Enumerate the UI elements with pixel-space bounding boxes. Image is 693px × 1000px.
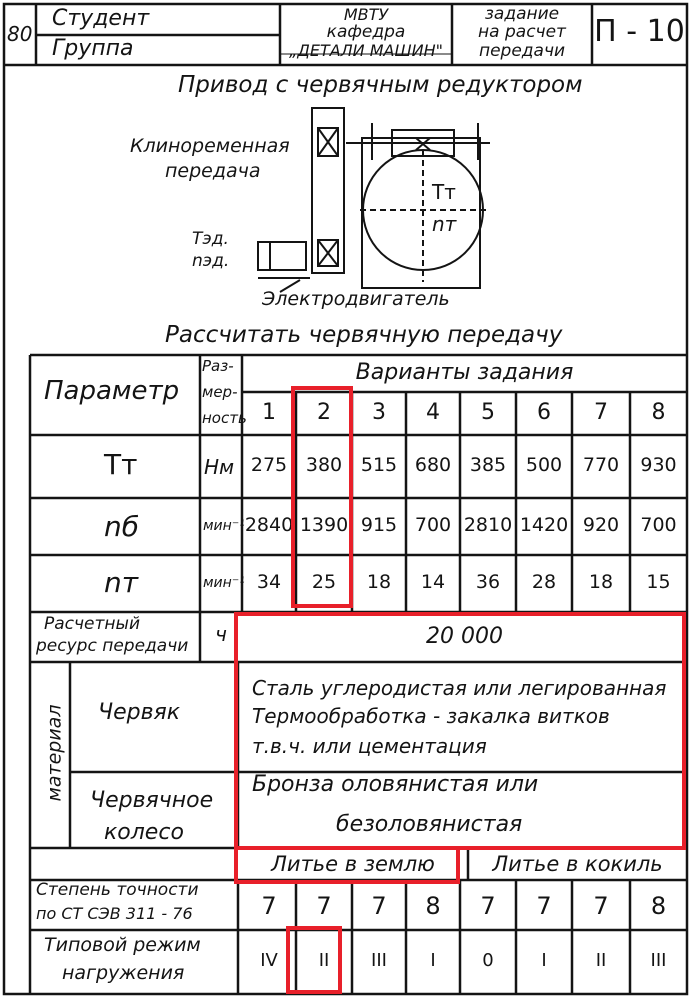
sheet-number: 80 — [7, 22, 33, 46]
dim-header-2: мер- — [202, 383, 238, 401]
row-input-speed-unit: мин⁻¹ — [203, 518, 245, 534]
accuracy-value: 8 — [650, 892, 667, 920]
worm-text-2: Термообработка - закалка витков — [252, 704, 610, 728]
table-cell: 770 — [582, 454, 620, 476]
table-cell: 915 — [360, 514, 398, 536]
param-header: Параметр — [44, 376, 180, 406]
load-mode-value: III — [371, 950, 387, 971]
variant-number: 5 — [481, 400, 495, 425]
row-output-speed-param: nт — [104, 566, 139, 599]
belt-label-1: Клиноременная — [130, 135, 290, 157]
institution-line-3: „ДЕТАЛИ МАШИН" — [289, 41, 443, 60]
resource-label-2: ресурс передачи — [36, 636, 189, 656]
institution-line-2: кафедра — [326, 22, 406, 42]
table-cell: 1420 — [519, 514, 569, 536]
load-label-2: нагружения — [62, 962, 185, 984]
table-cell: 14 — [420, 571, 446, 593]
assignment-line-2: на расчет — [478, 22, 566, 42]
load-mode-value: IV — [260, 950, 278, 971]
dim-header-1: Раз- — [202, 357, 234, 375]
load-mode-value: III — [650, 950, 667, 971]
motor-label: Электродвигатель — [262, 288, 450, 310]
dim-header-3: ность — [202, 409, 247, 427]
table-cell: 920 — [582, 514, 620, 536]
resource-unit: ч — [215, 622, 227, 646]
output-speed-label: nт — [432, 212, 457, 236]
sheet-code: П - 10 — [594, 14, 685, 49]
assignment-line-3: передачи — [478, 41, 566, 61]
table-cell: 28 — [531, 571, 557, 593]
resource-value: 20 000 — [426, 624, 503, 649]
motor-speed-label: nэд. — [192, 251, 230, 271]
accuracy-label-1: Степень точности — [36, 880, 199, 900]
wheel-label-1: Червячное — [90, 788, 214, 813]
resource-label-1: Расчетный — [44, 614, 141, 634]
table-cell: 1390 — [299, 514, 349, 536]
casting-chill: Литье в кокиль — [492, 852, 663, 876]
load-mode-value: 0 — [482, 950, 494, 971]
load-mode-value: II — [595, 950, 607, 971]
accuracy-value: 7 — [536, 892, 552, 920]
institution-line-1: МВТУ — [343, 5, 389, 24]
variant-number: 7 — [594, 400, 608, 425]
table-cell: 18 — [588, 571, 614, 593]
table-cell: 36 — [475, 571, 501, 593]
belt-label-2: передача — [165, 160, 261, 182]
table-cell: 275 — [250, 454, 288, 476]
accuracy-label-2: по СТ СЭВ 311 - 76 — [36, 904, 193, 923]
row-torque-unit: Нм — [204, 455, 235, 479]
table-cell: 930 — [640, 454, 677, 476]
material-label: материал — [43, 704, 66, 802]
accuracy-value: 7 — [316, 892, 332, 920]
table-cell: 680 — [414, 454, 452, 476]
student-label: Студент — [52, 6, 150, 31]
wheel-label-2: колесо — [104, 820, 184, 845]
variant-number: 1 — [262, 400, 276, 425]
table-cell: 515 — [360, 454, 398, 476]
variant-number: 8 — [651, 400, 666, 425]
table-cell: 380 — [305, 454, 343, 476]
table-cell: 2840 — [244, 514, 294, 536]
accuracy-value: 7 — [261, 892, 277, 920]
wheel-text-1: Бронза оловянистая или — [252, 772, 539, 797]
table-cell: 700 — [640, 514, 677, 536]
table-cell: 700 — [414, 514, 452, 536]
wheel-text-2: безоловянистая — [336, 812, 523, 837]
table-cell: 18 — [366, 571, 392, 593]
task-title: Рассчитать червячную передачу — [165, 322, 563, 348]
load-label-1: Типовой режим — [44, 934, 201, 956]
worm-text-3: т.в.ч. или цементация — [252, 734, 487, 758]
row-torque-param: Тт — [104, 448, 138, 481]
variant-number: 4 — [426, 400, 440, 425]
variant-number: 6 — [537, 400, 551, 425]
worm-label: Червяк — [98, 700, 181, 725]
row-output-speed-unit: мин⁻¹ — [203, 575, 245, 591]
accuracy-value: 7 — [480, 892, 496, 920]
table-cell: 15 — [646, 571, 671, 593]
load-mode-value: I — [430, 950, 436, 971]
motor-torque-label: Тэд. — [192, 229, 229, 249]
load-mode-value: I — [541, 950, 547, 971]
accuracy-value: 7 — [371, 892, 387, 920]
assignment-line-1: задание — [484, 4, 560, 24]
variants-header: Варианты задания — [355, 360, 574, 385]
table-cell: 2810 — [463, 514, 513, 536]
group-label: Группа — [52, 36, 134, 61]
table-cell: 385 — [469, 454, 507, 476]
table-cell: 25 — [311, 571, 337, 593]
row-input-speed-param: nб — [104, 510, 140, 543]
variant-number: 2 — [317, 400, 331, 425]
load-mode-value: II — [318, 950, 330, 971]
table-cell: 34 — [256, 571, 282, 593]
diagram-title: Привод с червячным редуктором — [178, 72, 583, 98]
accuracy-value: 8 — [425, 892, 441, 920]
casting-sand: Литье в землю — [271, 852, 435, 876]
accuracy-value: 7 — [593, 892, 609, 920]
worm-text-1: Сталь углеродистая или легированная — [252, 676, 667, 700]
table-cell: 500 — [525, 454, 563, 476]
output-torque-label: Тт — [432, 180, 456, 204]
variant-number: 3 — [372, 400, 386, 425]
